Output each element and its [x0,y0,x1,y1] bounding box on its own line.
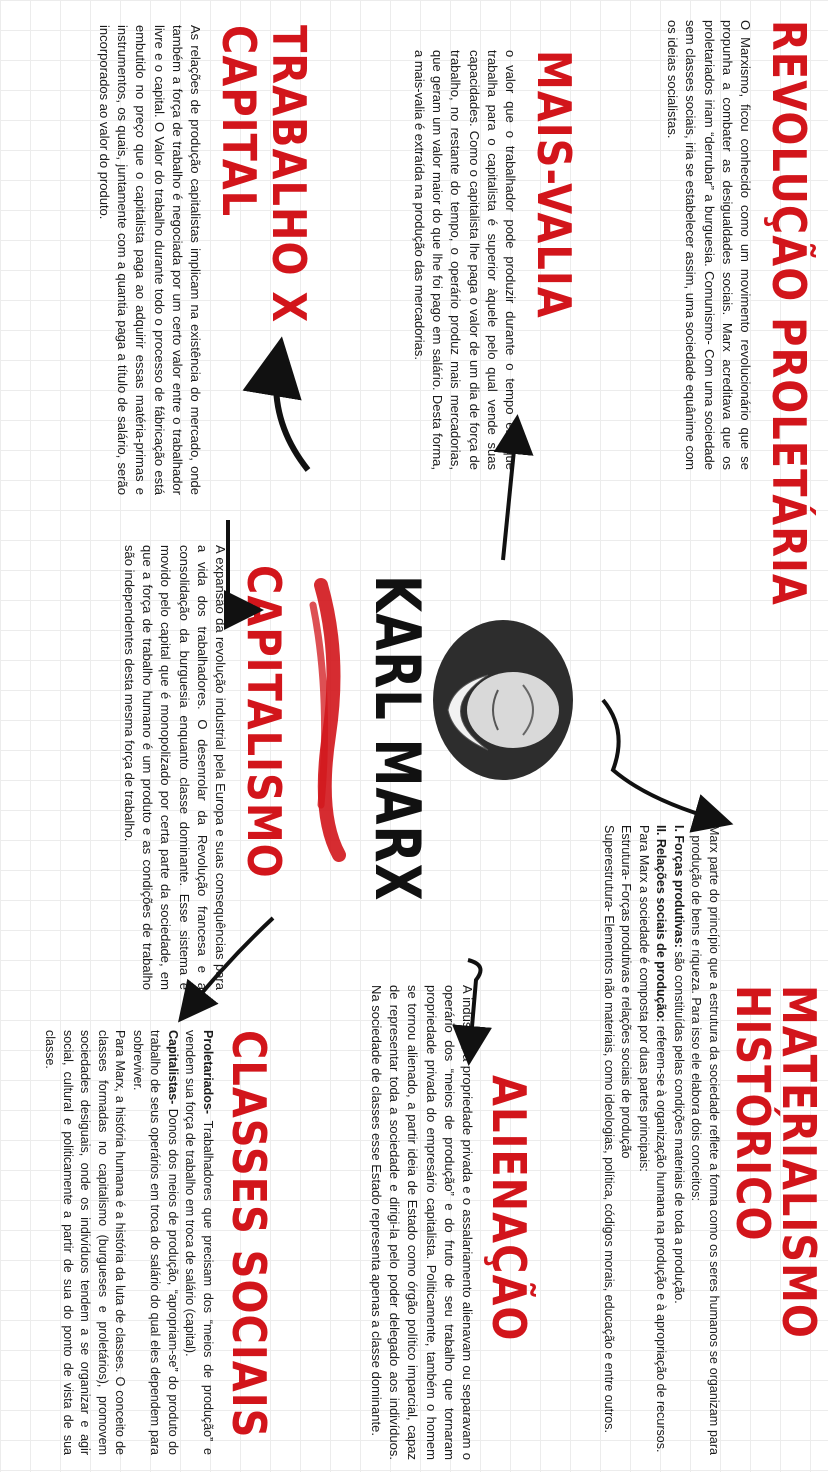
revolucao-title: REVOLUÇÃO PROLETÁRIA [761,20,815,606]
materialismo-item2-text: referem-se à organização humana na produção e à apropriação de recursos. [654,1022,669,1453]
materialismo-line4: Estrutura- Forças produtivas e relações sociais de produção [619,825,634,1159]
alienacao-text: A indústria, a propriedade privada e o assalariamento alienavam ou separavam o operário dos “meios de produção” e do fruto de seu trabalho que tornaram propriedade privada do empresário capitalista. Politicamente, também o homem se tornou alienado, a partir ideia de Estado como órgão político imparcial, capaz de representar toda a sociedade e dirigi-la pelo poder delegado aos indivíduos. Na sociedade de classes esse Estado representa apenas a classe dominante. [369,985,475,1460]
trabalho-title-line2: CAPITAL [211,25,265,218]
capitalismo-title: CAPITALISMO [236,565,290,879]
karl-marx-name: KARL MARX [360,575,433,902]
materialismo-item1-label: I. Forças produtivas: [672,825,686,948]
classes-p3: Para Marx, a história humana é a história da luta de classes. O conceito de classes formadas no capitalismo (burgueses e proletários), promovem sociedades desiguais, onde os indivíduos tendem a se organizar e agir social, cultural e politicamente a partir de sua do ponto de vista de sua classe. [43,1030,128,1455]
classes-p1-label: Proletariados- [201,1030,215,1115]
revolucao-text: O Marxismo, ficou conhecido como um movimento revolucionário que se propunha a combater as desigualdades sociais. Marx acreditava que os proletariados iriam “derrubar” a burguesia. Comunismo- Com uma sociedade sem classes sociais, iria se estabelecer assim, uma sociedade equânime com os ideias socialistas. [665,20,753,470]
maisvalia-text: o valor que o trabalhador pode produzir durante o tempo em que trabalha para o capitalista é superior àquele pelo qual vende suas capacidades. Como o capitalista lhe paga o valor de um dia de força de trabalho, no restante do tempo, o operário produz mais mercadorias, que geram um valor maior do que lhe foi pago em salário. Desta forma, a mais-valia é extraída na produção das mercadorias. [412,50,518,470]
trabalho-text: As relações de produção capitalistas implicam na existência do mercado, onde também a força de trabalho é negociada por um certo valor entre o trabalhador livre e o capital. O Valor do trabalho durante todo o processo de fábricação está embutido no preço que o capitalista paga ao adquirir essas matéria-primas e instrumentos, os quais, juntamente com a quantia paga a título de salário, serão incorporados ao valor do produto. [97,25,203,495]
classes-p2-label: Capitalistas- [166,1030,180,1105]
materialismo-title-line2: HISTÓRICO [725,985,779,1242]
classes-p2-text: Donos dos meios de produção, “apropriam-se” do produto do trabalho de seus operários em troca do salário do qual eles dependem para sobreviver. [131,1030,180,1455]
classes-title: CLASSES SOCIAIS [221,1030,275,1439]
materialismo-title-line1: MATERIALISMO [771,985,825,1339]
classes-p1-text: Trabalhadores que precisam dos “meios de produção” e vendem sua força de trabalho em troca de salário (capital). [183,1030,215,1455]
materialismo-intro: Marx parte do princípio que a estrutura da sociedade reflete a forma como os seres humanos se organizam para a produção de bens e riqueza. Para isso ele elabora dois conceitos: [689,825,721,1455]
alienacao-title: ALIENAÇÃO [481,1075,535,1342]
materialismo-item1-text: são constituídas pelas condições materiais de toda a produção. [672,947,686,1304]
materialismo-line3: Para Marx a sociedade é composta por duas partes principais: [637,825,651,1172]
capitalismo-text: A expansão da revolução industrial pela Europa e suas consequências para a vida dos trabalhadores. O desenrolar da Revolução francesa e a consolidação da burguesia enquanto classe dominante. Esse sistema é movido pelo capital que é monopolizado por certa parte da sociedade, em que a força de trabalho humano é um produto e as condições de trabalho são independentes desta mesma força de trabalho. [122,545,228,990]
trabalho-title-line1: TRABALHO X [261,25,315,324]
maisvalia-title: MAIS-VALIA [526,50,580,319]
materialismo-line5: Superestrutura- Elementos não materiais, como ideologias, política, códigos morais, educação e entre outros. [602,825,616,1433]
materialismo-item2-label: II. Relações sociais de produção: [654,825,669,1023]
